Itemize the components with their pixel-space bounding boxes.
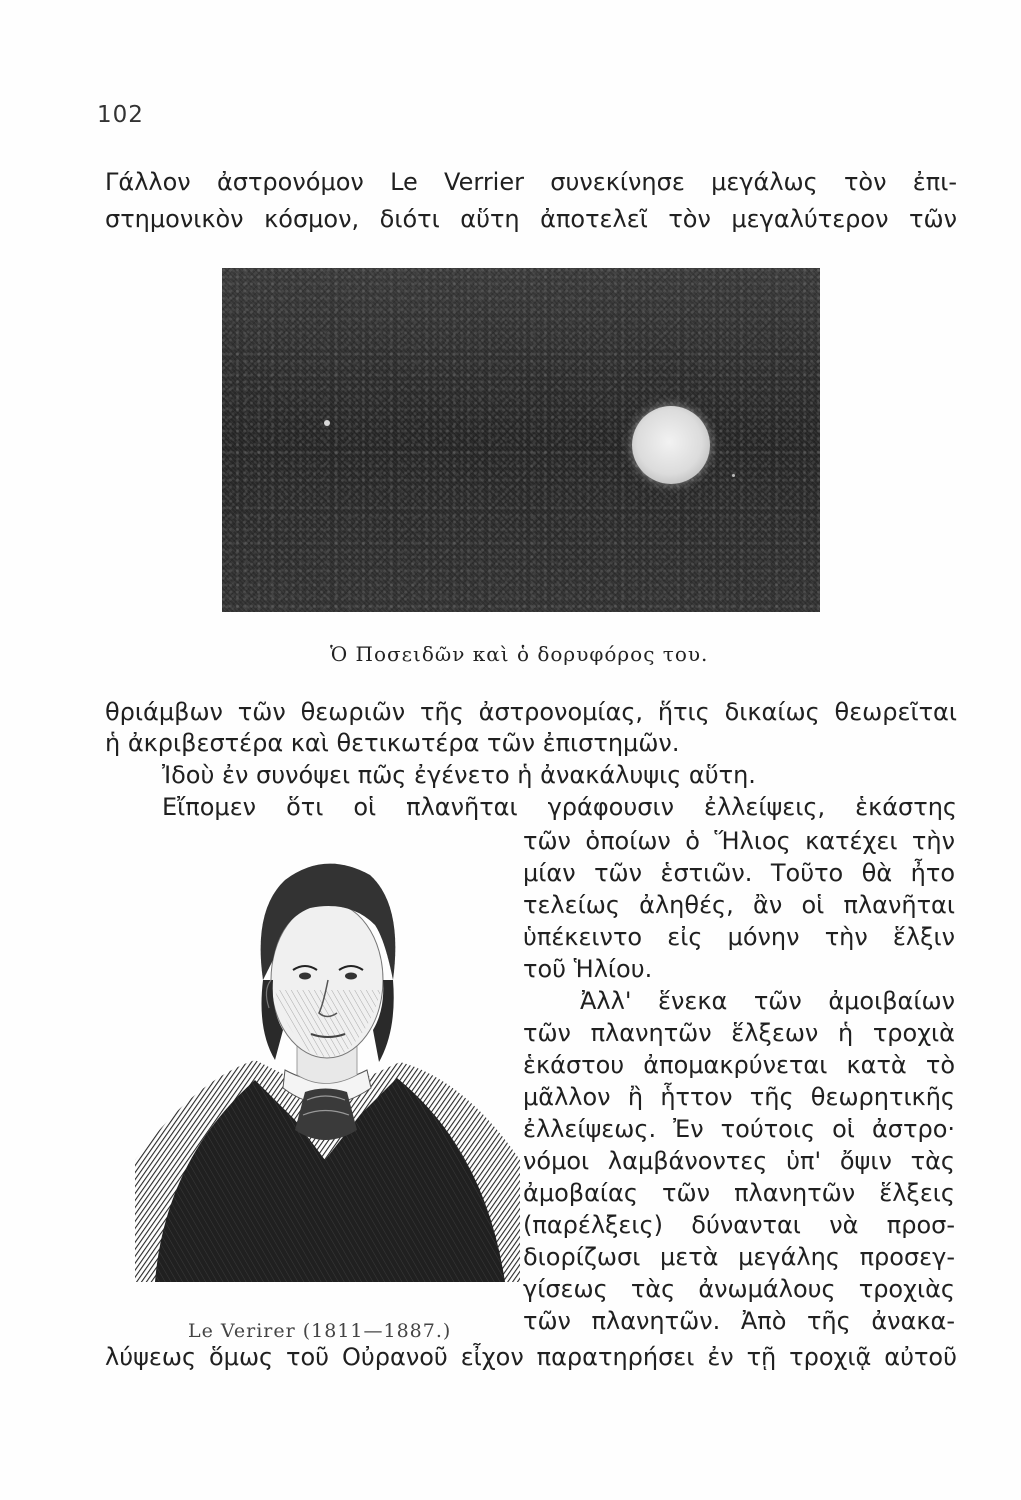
text-line: τῶν πλανητῶν. Ἀπὸ τῆς ἀνακα- xyxy=(523,1307,955,1335)
text-line: τῶν πλανητῶν ἕλξεων ἡ τροχιὰ xyxy=(523,1019,955,1047)
text-line: τοῦ Ἡλίου. xyxy=(523,955,653,983)
page-number: 102 xyxy=(97,102,144,128)
text-line: τῶν ὁποίων ὁ Ἥλιος κατέχει τὴν xyxy=(523,827,955,855)
text-line: Εἴπομεν ὅτι οἱ πλανῆται γράφουσιν ἐλλείψεις, ἑκάστης xyxy=(162,793,957,821)
neptune-caption: Ὁ Ποσειδῶν καὶ ὁ δορυφόρος του. xyxy=(330,642,709,666)
text-line: ἐλλείψεως. Ἐν τούτοις οἱ ἀστρο· xyxy=(523,1115,955,1143)
moon-dot xyxy=(324,420,330,426)
text-line: μίαν τῶν ἑστιῶν. Τοῦτο θὰ ἦτο xyxy=(523,859,955,887)
portrait-caption: Le Verirer (1811—1887.) xyxy=(188,1320,452,1342)
text-line: ὑπέκειντο εἰς μόνην τὴν ἕλξιν xyxy=(523,923,955,951)
text-line: λύψεως ὅμως τοῦ Οὐρανοῦ εἶχον παρατηρήσει ἐν τῇ τροχιᾷ αὐτοῦ xyxy=(105,1343,957,1371)
le-verrier-portrait xyxy=(135,830,520,1282)
neptune-photo xyxy=(222,268,820,612)
star-dot xyxy=(732,474,735,477)
text-line: νόμοι λαμβάνοντες ὑπ' ὄψιν τὰς xyxy=(523,1147,955,1175)
text-line: Ἀλλ' ἕνεκα τῶν ἀμοιβαίων xyxy=(580,987,955,1015)
text-line: διορίζωσι μετὰ μεγάλης προσεγ- xyxy=(523,1243,955,1271)
text-line: ἡ ἀκριβεστέρα καὶ θετικωτέρα τῶν ἐπιστημῶν. xyxy=(105,729,680,757)
text-line: μᾶλλον ἢ ἧττον τῆς θεωρητικῆς xyxy=(523,1083,955,1111)
text-line: Γάλλον ἀστρονόμον Le Verrier συνεκίνησε μεγάλως τὸν ἐπι- xyxy=(105,168,957,196)
text-line: στημονικὸν κόσμον, διότι αὕτη ἀποτελεῖ τὸν μεγαλύτερον τῶν xyxy=(105,205,957,233)
text-line: γίσεως τὰς ἀνωμάλους τροχιὰς xyxy=(523,1275,955,1303)
text-line: τελείως ἀληθές, ἂν οἱ πλανῆται xyxy=(523,891,955,919)
text-line: Ἰδοὺ ἐν συνόψει πῶς ἐγένετο ἡ ἀνακάλυψις αὕτη. xyxy=(162,761,756,789)
text-line: ἑκάστου ἀπομακρύνεται κατὰ τὸ xyxy=(523,1051,955,1079)
neptune-disc xyxy=(632,406,710,484)
text-line: θριάμβων τῶν θεωριῶν τῆς ἀστρονομίας, ἥτις δικαίως θεωρεῖται xyxy=(105,698,957,726)
text-line: (παρέλξεις) δύνανται νὰ προσ- xyxy=(523,1211,955,1239)
text-line: ἀμοβαίας τῶν πλανητῶν ἕλξεις xyxy=(523,1179,955,1207)
